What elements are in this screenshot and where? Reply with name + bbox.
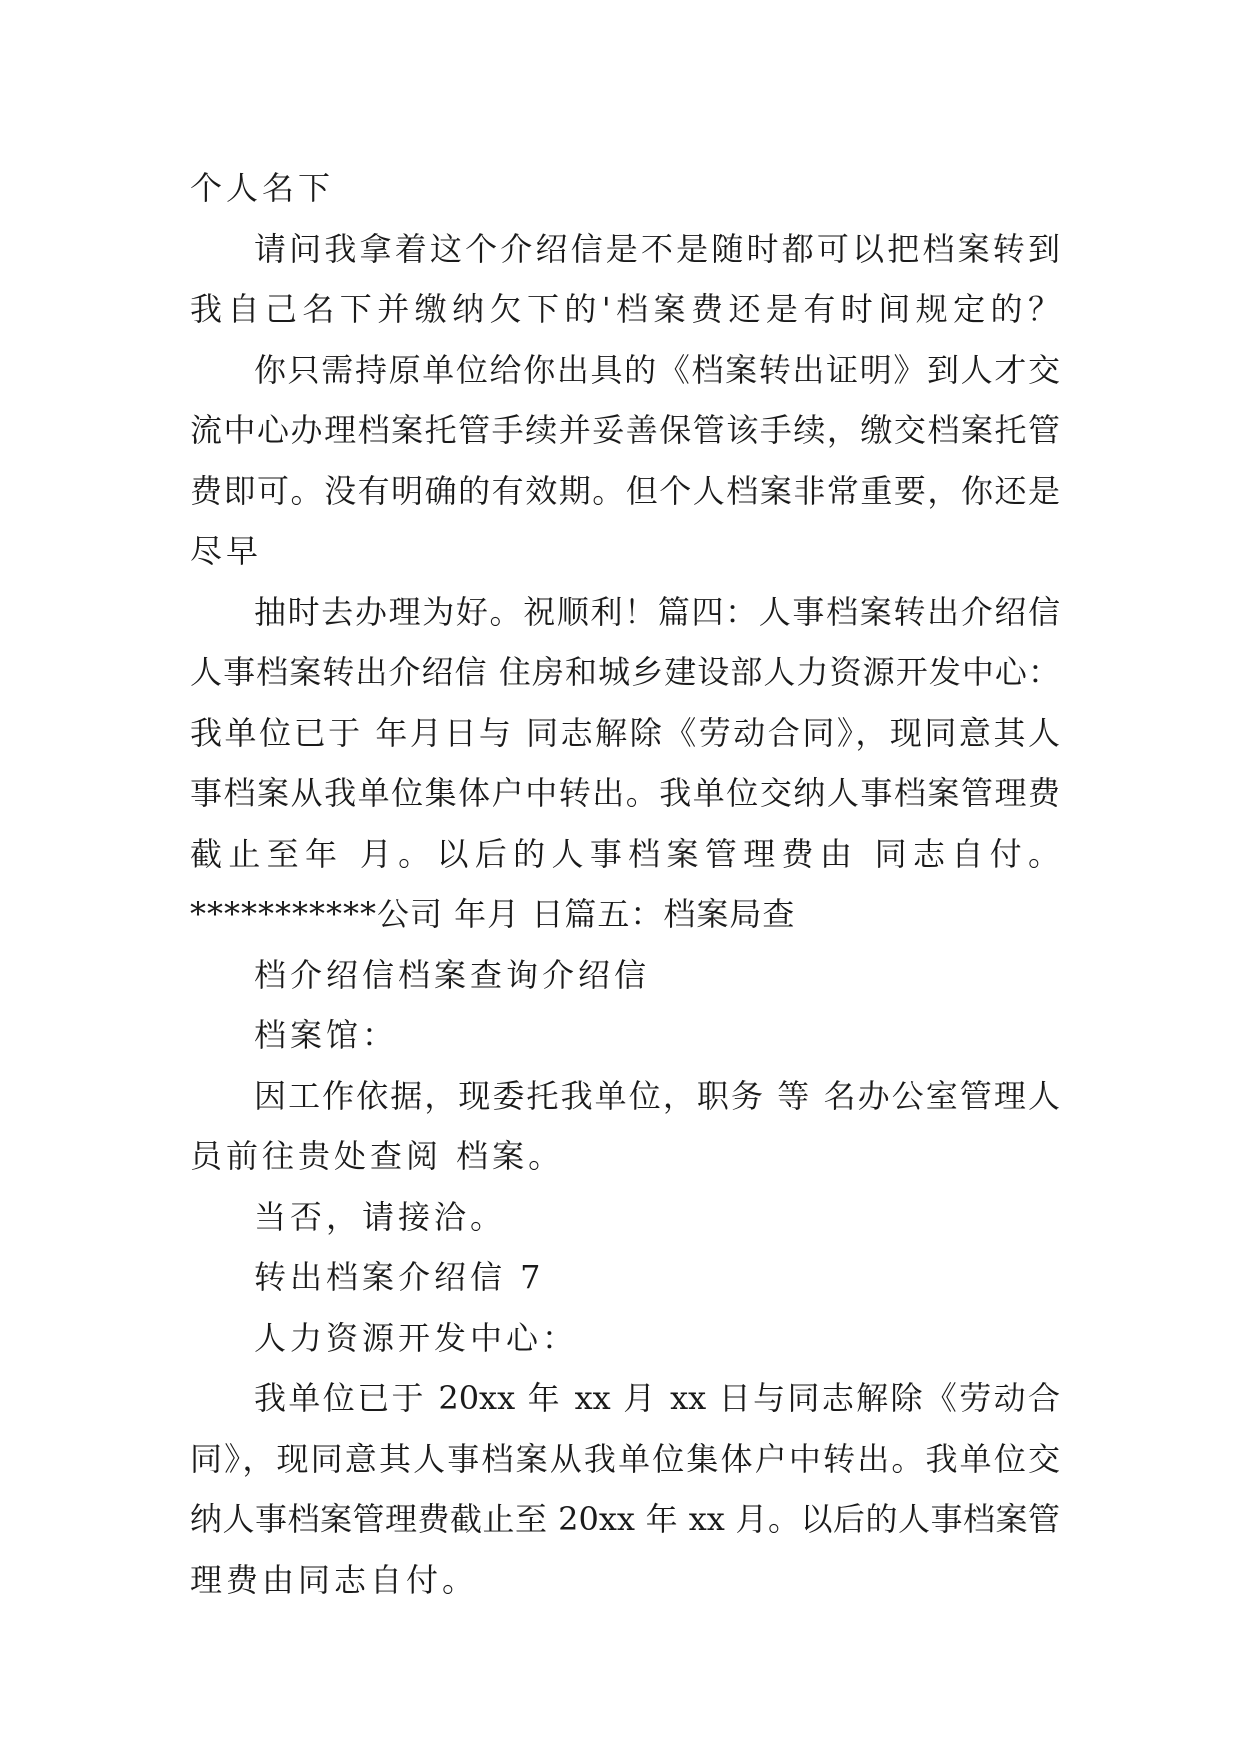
text-line-5: 流中心办理档案托管手续并妥善保管该手续，缴交档案托管 (190, 411, 1060, 449)
text-line-7: 尽早 (190, 532, 263, 570)
text-line-20: 人力资源开发中心： (254, 1318, 579, 1357)
text-line-18: 当否，请接洽。 (254, 1197, 507, 1236)
text-line-3: 我自己名下并缴纳欠下的'档案费还是有时间规定的？ (190, 290, 1060, 328)
text-line-8: 抽时去办理为好。祝顺利！篇四：人事档案转出介绍信 (254, 592, 1060, 631)
text-line-13: ***********公司 年月 日篇五：档案局查 (190, 895, 796, 933)
text-line-16: 因工作依据，现委托我单位，职务 等 名办公室管理人 (254, 1076, 1060, 1115)
text-line-4: 你只需持原单位给你出具的《档案转出证明》到人才交 (254, 350, 1060, 389)
text-line-15: 档案馆： (254, 1016, 399, 1054)
text-line-14: 档介绍信档案查询介绍信 (254, 955, 651, 994)
text-line-22: 同》，现同意其人事档案从我单位集体户中转出。我单位交 (190, 1439, 1060, 1478)
text-line-19: 转出档案介绍信 7 (254, 1258, 545, 1296)
text-line-9: 人事档案转出介绍信 住房和城乡建设部人力资源开发中心： (190, 653, 1060, 691)
text-line-17: 员前往贵处查阅 档案。 (190, 1137, 565, 1175)
text-line-24: 理费由同志自付。 (190, 1560, 479, 1599)
text-line-1: 个人名下 (190, 169, 335, 207)
text-line-2: 请问我拿着这个介绍信是不是随时都可以把档案转到 (254, 229, 1060, 268)
text-line-11: 事档案从我单位集体户中转出。我单位交纳人事档案管理费 (190, 774, 1060, 812)
text-line-21: 我单位已于 20xx 年 xx 月 xx 日与同志解除《劳动合 (254, 1379, 1060, 1417)
text-line-12: 截止至年 月。以后的人事档案管理费由 同志自付。 (190, 834, 1060, 873)
text-line-6: 费即可。没有明确的有效期。但个人档案非常重要，你还是 (190, 471, 1060, 510)
document-body (190, 158, 1060, 1610)
text-line-23: 纳人事档案管理费截止至 20xx 年 xx 月。以后的人事档案管 (190, 1500, 1060, 1538)
text-line-10: 我单位已于 年月日与 同志解除《劳动合同》，现同意其人 (190, 713, 1060, 752)
